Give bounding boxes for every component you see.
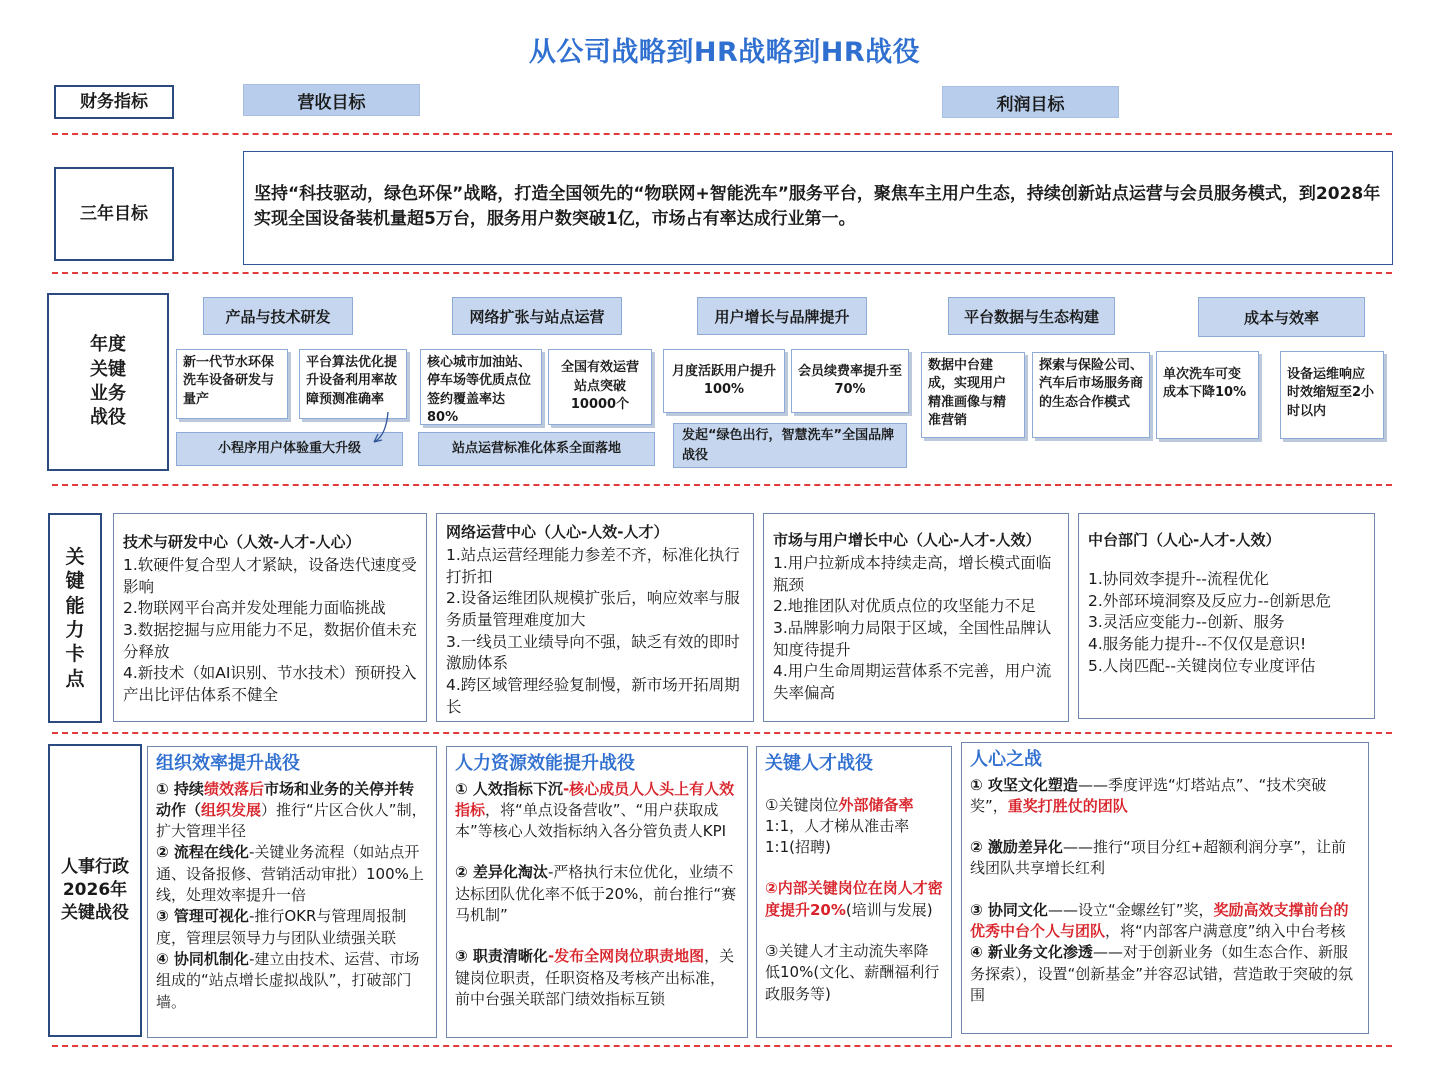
revenue-target: 营收目标	[243, 84, 420, 116]
divider-3	[52, 484, 1392, 486]
card-line: 4.服务能力提升--不仅仅是意识!	[1088, 635, 1307, 654]
hr-strategy-3	[455, 946, 739, 1010]
card-line: 5.人岗匹配--关键岗位专业度评估	[1088, 656, 1316, 675]
talent-strategy-2	[765, 878, 943, 921]
card-line: 1.站点运营经理能力参差不齐，标准化执行打折扣	[446, 546, 740, 586]
three-year-goal: 坚持“科技驱动，绿色环保”战略，打造全国领先的“物联网+智能洗车”服务平台，聚焦车主用户生态，持续创新站点运营与会员服务模式，到2028年实现全国设备装机量超5万台，服务用户数突破1亿，市场占有率达成行业第一。	[243, 151, 1393, 265]
annual-item: 单次洗车可变成本下降10%	[1156, 351, 1259, 439]
talent-strategy-3: ③关键人才主动流失率降低10%(文化、薪酬福利行政服务等)	[765, 942, 940, 1003]
annual-item: 新一代节水环保洗车设备研发与量产	[176, 349, 288, 419]
heart-strategy-4	[970, 942, 1360, 1006]
capability-card	[763, 513, 1069, 722]
profit-target: 利润目标	[942, 86, 1119, 118]
org-strategy-3	[156, 906, 428, 949]
annual-item: 月度活跃用户提升100%	[663, 349, 785, 413]
capability-card	[436, 513, 754, 722]
card-title: 网络运营中心（人心-人效-人才）	[446, 523, 669, 541]
text-red: -核心成员人人头上有人效指标	[455, 779, 735, 819]
campaign-label-text: 人事行政2026年关键战役	[61, 857, 129, 923]
spacer	[765, 858, 943, 878]
text: ，关键岗位职责，任职资格及考核产出标准，前中台强关联部门绩效指标互锁	[455, 947, 735, 1008]
card-line: 2.外部环境洞察及反应力--创新思危	[1088, 591, 1331, 610]
annual-item: 设备运维响应时效缩短至2小时以内	[1280, 351, 1384, 439]
text-red: -发布全网岗位职责地图	[547, 947, 705, 966]
annual-item: 平台算法优化提升设备利用率故障预测准确率	[299, 349, 407, 419]
annual-head-product: 产品与技术研发	[203, 297, 353, 335]
text-red: ②内部关键岗位在岗人才密度提升20%	[765, 879, 943, 919]
org-strategy-2	[156, 842, 428, 906]
campaign-talent	[756, 746, 952, 1038]
text: ，将“单点设备营收”、“用户获取成本”等核心人效指标纳入各分管负责人KPI	[455, 800, 727, 841]
text: -关键业务流程（如站点开通、设备报修、营销活动审批）100%上线，处理效率提升一倍	[156, 843, 424, 905]
text: -推行OKR与管理周报制度，管理层领导力与团队业绩强关联	[156, 907, 407, 947]
text: ）推行“片区合伙人”制，扩大管理半径	[156, 800, 427, 841]
text: ，将“内部客户满意度”纳入中台考核	[1105, 922, 1346, 941]
annual-wide: 站点运营标准化体系全面落地	[418, 432, 655, 466]
card-line: 4.跨区域管理经验复制慢，新市场开拓周期长	[446, 676, 740, 716]
annual-head-network: 网络扩张与站点运营	[452, 297, 622, 335]
annual-item: 核心城市加油站、停车场等优质点位签约覆盖率达80%	[420, 349, 542, 425]
card-line: 3.品牌影响力局限于区域，全国性品牌认知度待提升	[773, 619, 1052, 659]
card-line: 4.用户生命周期运营体系不完善，用户流失率偏高	[773, 662, 1052, 703]
curved-arrow-icon	[368, 410, 392, 446]
card-line: 1.软硬件复合型人才紧缺，设备迭代速度受影响	[123, 556, 417, 596]
capability-label-text: 关键能力卡点	[65, 546, 85, 690]
card-line: 2.设备运维团队规模扩张后，响应效率与服务质量管理难度加大	[446, 589, 740, 630]
campaign-org	[147, 746, 437, 1038]
annual-item: 探索与保险公司、汽车后市场服务商的生态合作模式	[1032, 352, 1150, 438]
annual-head-growth: 用户增长与品牌提升	[697, 297, 867, 335]
talent-strategy-1	[765, 795, 943, 859]
annual-item: 会员续费率提升至70%	[791, 349, 909, 413]
campaign-title: 组织效率提升战役	[156, 753, 300, 774]
org-strategy-4	[156, 949, 428, 1013]
text-bold: ③ 协同文化	[970, 900, 1048, 919]
annual-wide: 小程序用户体验重大升级	[176, 432, 403, 466]
campaign-hr	[446, 746, 748, 1038]
heart-strategy-3	[970, 900, 1360, 943]
card-title: 市场与用户增长中心（人心-人才-人效）	[773, 531, 1041, 549]
text-bold: ③ 职责清晰化	[455, 947, 548, 966]
text-bold: ④ 协同机制化	[156, 949, 249, 968]
capability-label	[48, 513, 102, 723]
annual-item: 全国有效运营站点突破10000个	[548, 349, 652, 425]
hr-strategy-2	[455, 862, 739, 926]
org-strategy-1	[156, 779, 428, 843]
spacer	[765, 921, 943, 941]
divider-2	[52, 272, 1392, 274]
text-bold: ② 流程在线化	[156, 843, 249, 862]
card-line: 1.用户拉新成本持续走高，增长模式面临瓶颈	[773, 554, 1052, 594]
card-line: 3.数据挖掘与应用能力不足，数据价值未充分释放	[123, 621, 417, 661]
card-line: 3.一线员工业绩导向不强，缺乏有效的即时激励体系	[446, 632, 740, 673]
annual-item: 数据中台建成，实现用户精准画像与精准营销	[921, 352, 1025, 438]
annual-label	[47, 293, 169, 471]
text-red: 组织发展	[201, 800, 262, 819]
spacer	[970, 880, 1360, 900]
card-title: 技术与研发中心（人效-人才-人心）	[123, 533, 361, 551]
heart-strategy-2	[970, 837, 1360, 880]
text: ——推行“项目分红+超额利润分享”，让前线团队共享增长红利	[970, 838, 1347, 878]
card-line: 3.灵活应变能力--创新、服务	[1088, 613, 1285, 632]
text-bold: ① 攻坚文化塑造	[970, 775, 1078, 794]
text-bold: ④ 新业务文化渗透	[970, 943, 1093, 962]
card-title: 中台部门（人心-人才-人效）	[1088, 531, 1281, 549]
divider-4	[52, 732, 1392, 734]
text: ①关键岗位	[765, 795, 839, 814]
annual-label-text: 年度关键业务战役	[90, 334, 126, 429]
text: (培训与发展)	[845, 900, 933, 919]
text: ——对于创新业务（如生态合作、新服务探索），设置“创新基金”并容忍试错，营造敢于突破的氛围	[970, 943, 1354, 1004]
text-bold: ③ 管理可视化	[156, 907, 249, 926]
heart-strategy-1	[970, 775, 1360, 818]
campaign-label	[48, 744, 142, 1037]
card-line: 1.协同效李提升--流程优化	[1088, 570, 1269, 588]
finance-label: 财务指标	[54, 85, 174, 119]
capability-card	[113, 513, 427, 722]
hr-strategy-1	[455, 779, 739, 843]
three-year-label: 三年目标	[54, 167, 174, 261]
page-title: 从公司战略到HR战略到HR战役	[528, 37, 921, 68]
annual-wide: 发起“绿色出行，智慧洗车”全国品牌战役	[673, 423, 907, 468]
text-red: 奖励高效支撑前台的优秀中台个人与团队	[970, 900, 1349, 941]
text-red: 外部储备率	[838, 795, 914, 814]
text-bold: ② 差异化淘汰	[455, 863, 548, 882]
text: -建立由技术、运营、市场组成的“站点增长虚拟战队”，打破部门墙。	[156, 949, 420, 1011]
card-line: 2.地推团队对优质点位的攻坚能力不足	[773, 597, 1036, 616]
capability-card	[1078, 513, 1375, 719]
divider-1	[52, 133, 1392, 135]
text: -严格执行末位优化，业绩不达标团队优化率不低于20%，前台推行“赛马机制”	[455, 863, 737, 925]
text-bold: ① 人效指标下沉	[455, 779, 563, 798]
campaign-title: 人心之战	[970, 749, 1042, 770]
annual-head-cost: 成本与效率	[1198, 297, 1365, 337]
card-line: 4.新技术（如AI识别、节水技术）预研投入产出比评估体系不健全	[123, 664, 417, 705]
text-red: 绩效落后	[203, 779, 264, 798]
annual-head-data: 平台数据与生态构建	[948, 297, 1115, 335]
text-bold: ① 持续	[156, 779, 204, 798]
text: ——季度评选“灯塔站点”、“技术突破奖”，	[970, 775, 1327, 815]
spacer	[970, 817, 1360, 837]
card-line: 2.物联网平台高并发处理能力面临挑战	[123, 599, 386, 618]
text-bold: 市场和业务的关停并转动作（	[156, 779, 414, 819]
text: ——设立“金螺丝钉”奖，	[1047, 900, 1214, 919]
campaign-title: 人力资源效能提升战役	[455, 753, 635, 774]
campaign-title: 关键人才战役	[765, 753, 873, 774]
campaign-heart	[961, 742, 1369, 1034]
text-bold: ② 激励差异化	[970, 838, 1063, 857]
text-red: 重奖打胜仗的团队	[1007, 796, 1128, 815]
spacer	[455, 926, 739, 946]
divider-5	[52, 1045, 1392, 1047]
spacer	[455, 842, 739, 862]
text: 1:1，人才梯从准击率1:1(招聘)	[765, 816, 910, 857]
